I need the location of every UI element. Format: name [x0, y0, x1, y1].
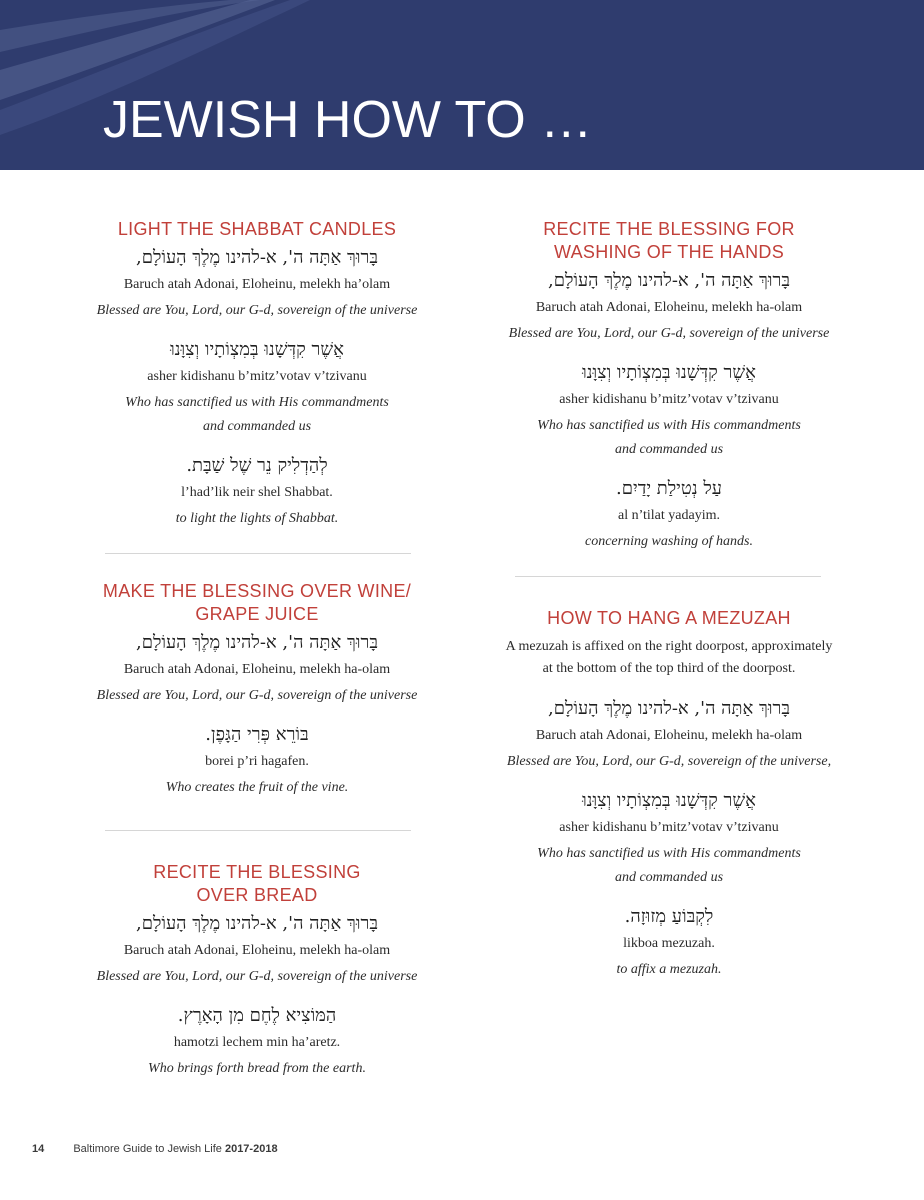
- transliteration: al n’tilat yadayim.: [618, 508, 720, 523]
- translation: Who has sanctified us with His commandments: [537, 418, 801, 433]
- transliteration: borei p’ri hagafen.: [205, 754, 309, 769]
- section-heading-line: RECITE THE BLESSING: [153, 862, 361, 882]
- transliteration: Baruch atah Adonai, Eloheinu, melekh ha-olam: [123, 943, 391, 958]
- section-divider: [515, 576, 821, 577]
- section-bread-blessing: [87, 861, 427, 1081]
- transliteration: Baruch atah Adonai, Eloheinu, melekh ha-olam: [123, 662, 391, 677]
- title-banner: [0, 0, 924, 170]
- section-heading: HOW TO HANG A MEZUZAH: [547, 608, 791, 628]
- hebrew-text: לְהַדְלִיק נֵר שֶׁל שַׁבָּת.: [186, 455, 328, 476]
- section-divider: [105, 830, 411, 831]
- left-column: [87, 218, 427, 1081]
- translation: concerning washing of hands.: [585, 534, 753, 549]
- hebrew-text: אֲשֶׁר קִדְּשָׁנוּ בְּמִצְוֹתָיו וְצִוָּנוּ: [582, 790, 756, 811]
- translation: to affix a mezuzah.: [616, 962, 722, 977]
- section-divider: [105, 553, 411, 554]
- section-heading-line: GRAPE JUICE: [195, 604, 319, 624]
- hebrew-text: הַמּוֹצִיא לֶחֶם מִן הָאָרֶץ.: [177, 1005, 337, 1026]
- section-heading-line: RECITE THE BLESSING FOR: [543, 219, 795, 239]
- section-heading-line: OVER BREAD: [196, 885, 318, 905]
- section-heading: [499, 218, 839, 264]
- translation: Blessed are You, Lord, our G-d, sovereign of the universe: [96, 688, 418, 703]
- transliteration: Baruch atah Adonai, Eloheinu, melekh ha-olam: [535, 300, 803, 315]
- translation: to light the lights of Shabbat.: [175, 511, 339, 526]
- translation: and commanded us: [202, 419, 312, 434]
- right-column: [499, 218, 839, 982]
- intro-text: at the bottom of the top third of the doorpost.: [542, 661, 796, 676]
- transliteration: likboa mezuzah.: [623, 936, 715, 951]
- section-wine-blessing: [87, 580, 427, 800]
- intro-text: A mezuzah is affixed on the right doorpost, approximately: [505, 639, 833, 654]
- translation: and commanded us: [614, 442, 724, 457]
- transliteration: Baruch atah Adonai, Eloheinu, melekh ha’olam: [123, 277, 391, 292]
- hebrew-text: בּוֹרֵא פְּרִי הַגָּפֶן.: [205, 724, 309, 745]
- translation: Blessed are You, Lord, our G-d, sovereign of the universe: [508, 326, 830, 341]
- transliteration: hamotzi lechem min ha’aretz.: [173, 1035, 341, 1050]
- section-heading-line: WASHING OF THE HANDS: [553, 242, 784, 262]
- page-footer: [32, 1143, 278, 1155]
- section-heading: [87, 861, 427, 907]
- transliteration: asher kidishanu b’mitz’votav v’tzivanu: [559, 820, 779, 835]
- hebrew-text: בָּרוּךְ אַתָּה ה', א-להינו מֶלֶךְ הָעוֹלָם,: [135, 247, 378, 268]
- section-shabbat-candles: [87, 218, 427, 531]
- section-heading: LIGHT THE SHABBAT CANDLES: [117, 219, 397, 239]
- hebrew-text: עַל נְטִילַת יָדַיִם.: [616, 478, 722, 499]
- hebrew-text: לִקְבּוֹעַ מְזוּזָה.: [624, 906, 714, 927]
- translation: Who brings forth bread from the earth.: [148, 1061, 366, 1076]
- transliteration: asher kidishanu b’mitz’votav v’tzivanu: [559, 392, 779, 407]
- hebrew-text: בָּרוּךְ אַתָּה ה', א-להינו מֶלֶךְ הָעוֹלָם,: [547, 270, 790, 291]
- section-heading-line: MAKE THE BLESSING OVER WINE/: [102, 581, 412, 601]
- transliteration: Baruch atah Adonai, Eloheinu, melekh ha-olam: [535, 728, 803, 743]
- translation: Blessed are You, Lord, our G-d, sovereign of the universe: [96, 969, 418, 984]
- translation: Who has sanctified us with His commandments: [537, 846, 801, 861]
- section-hand-washing: [499, 218, 839, 554]
- hebrew-text: אֲשֶׁר קִדְּשָׁנוּ בְּמִצְוֹתָיו וְצִוָּנוּ: [170, 339, 344, 360]
- section-mezuzah: [499, 607, 839, 982]
- hebrew-text: בָּרוּךְ אַתָּה ה', א-להינו מֶלֶךְ הָעוֹלָם,: [547, 698, 790, 719]
- translation: Who has sanctified us with His commandments: [125, 395, 389, 410]
- hebrew-text: בָּרוּךְ אַתָּה ה', א-להינו מֶלֶךְ הָעוֹלָם,: [135, 632, 378, 653]
- hebrew-text: אֲשֶׁר קִדְּשָׁנוּ בְּמִצְוֹתָיו וְצִוָּנוּ: [582, 362, 756, 383]
- translation: and commanded us: [614, 870, 724, 885]
- publication-name: Baltimore Guide to Jewish Life: [73, 1143, 222, 1155]
- page-title: JEWISH HOW TO …: [103, 91, 593, 149]
- translation: Blessed are You, Lord, our G-d, sovereign of the universe,: [506, 754, 832, 769]
- section-heading: [87, 580, 427, 626]
- publication-years: 2017-2018: [224, 1143, 278, 1155]
- transliteration: l’had’lik neir shel Shabbat.: [181, 485, 333, 500]
- translation: Who creates the fruit of the vine.: [165, 780, 349, 795]
- hebrew-text: בָּרוּךְ אַתָּה ה', א-להינו מֶלֶךְ הָעוֹלָם,: [135, 913, 378, 934]
- transliteration: asher kidishanu b’mitz’votav v’tzivanu: [147, 369, 367, 384]
- page-number: 14: [32, 1143, 45, 1155]
- translation: Blessed are You, Lord, our G-d, sovereign of the universe: [96, 303, 418, 318]
